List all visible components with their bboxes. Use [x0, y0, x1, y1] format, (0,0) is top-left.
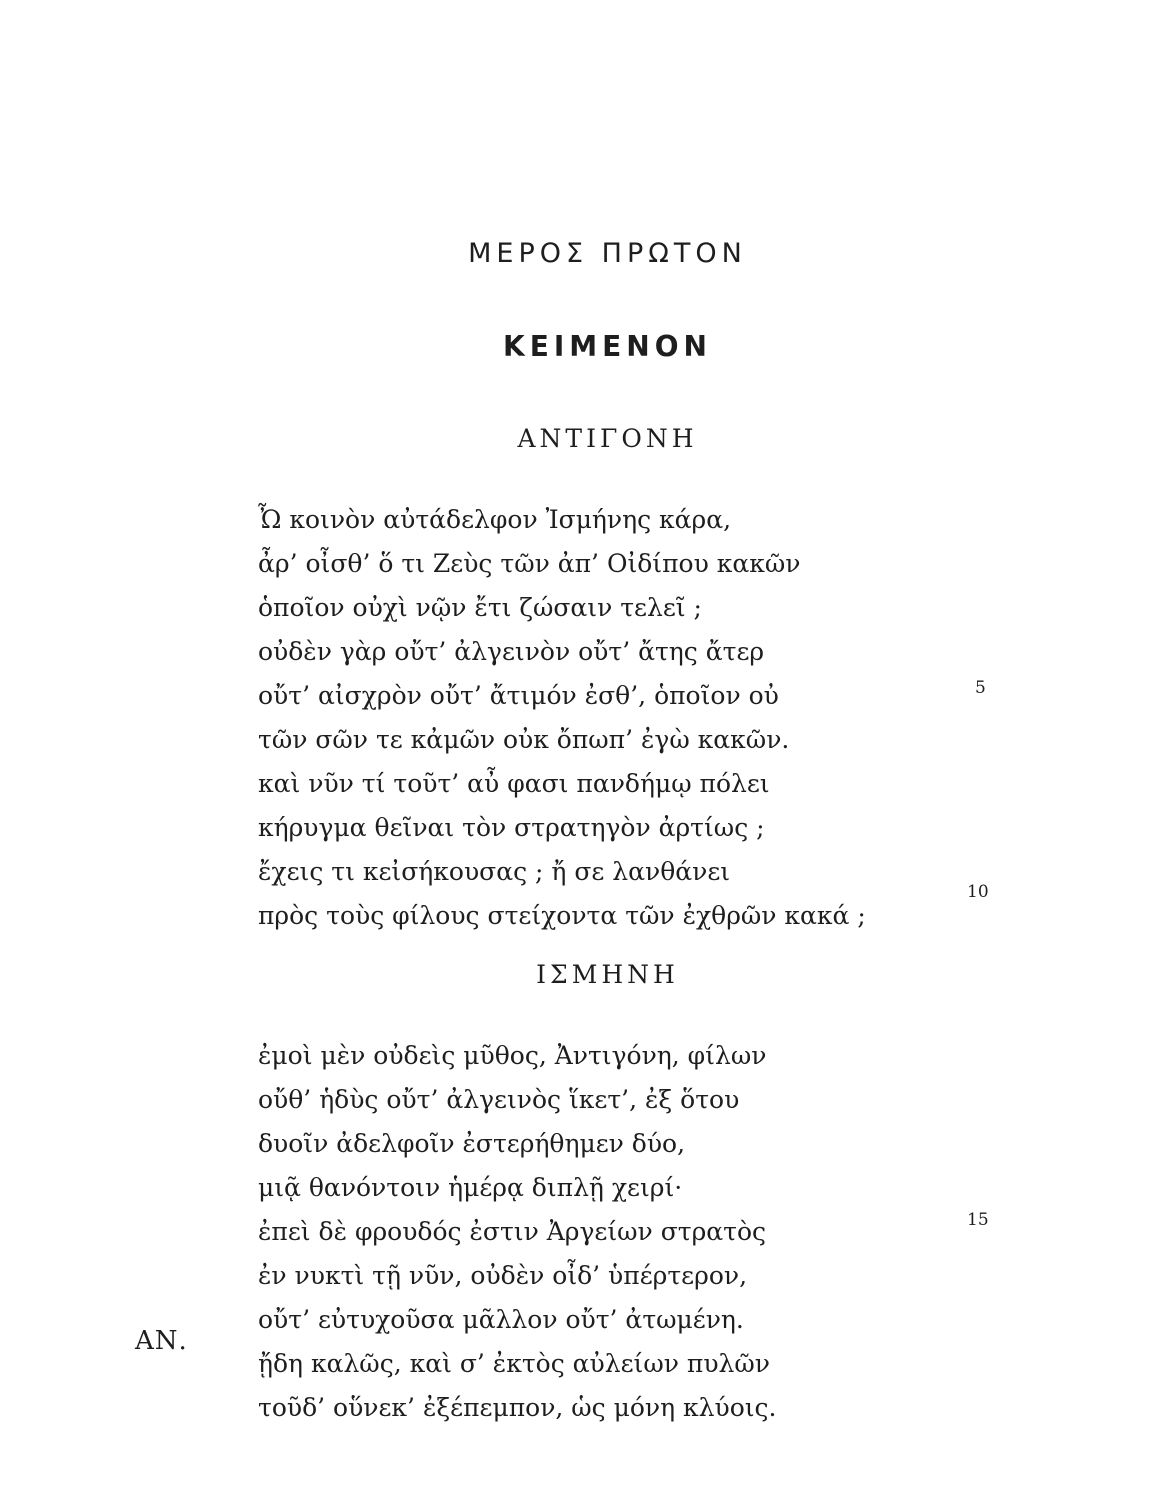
verse-line: μιᾷ θανόντοιν ἡμέρᾳ διπλῇ χειρί·	[258, 1173, 683, 1202]
line-number: 10	[967, 882, 989, 902]
verse-line: ἆρ’ οἶσθ’ ὅ τι Ζεὺς τῶν ἀπ’ Οἰδίπου κακῶν	[258, 549, 801, 578]
verse-line: οὔτ’ αἰσχρὸν οὔτ’ ἄτιμόν ἐσθ’, ὁποῖον οὐ	[258, 681, 779, 710]
line-number: 15	[967, 1210, 989, 1230]
antigone-speech	[258, 498, 958, 938]
speaker-label-antigone: ΑΝ.	[135, 1326, 188, 1356]
verse-line: κήρυγμα θεῖναι τὸν στρατηγὸν ἀρτίως ;	[258, 813, 765, 842]
ismene-speech	[258, 1034, 958, 1430]
section-title: ΚΕΙΜΕΝΟΝ	[503, 330, 712, 363]
verse-line: τοῦδ’ οὕνεκ’ ἐξέπεμπον, ὡς μόνη κλύοις.	[258, 1393, 777, 1422]
verse-line: ἔχεις τι κεἰσήκουσας ; ἤ σε λανθάνει	[258, 857, 731, 886]
verse-line: καὶ νῦν τί τοῦτ’ αὖ φασι πανδήμῳ πόλει	[258, 769, 770, 798]
verse-line: ἐν νυκτὶ τῇ νῦν, οὐδὲν οἶδ’ ὑπέρτερον,	[258, 1261, 748, 1290]
verse-line: ᾔδη καλῶς, καὶ σ’ ἐκτὸς αὐλείων πυλῶν	[258, 1349, 770, 1378]
part-title: ΜΕΡΟΣ ΠΡΩΤΟΝ	[468, 238, 747, 269]
verse-line: δυοῖν ἀδελφοῖν ἐστερήθημεν δύο,	[258, 1129, 686, 1158]
verse-line: ἐμοὶ μὲν οὐδεὶς μῦθος, Ἀντιγόνη, φίλων	[258, 1041, 767, 1070]
line-number: 5	[975, 678, 986, 698]
speaker-heading-antigone: ΑΝΤΙΓΟΝΗ	[517, 424, 698, 453]
verse-line: οὔθ’ ἡδὺς οὔτ’ ἀλγεινὸς ἵκετ’, ἐξ ὅτου	[258, 1085, 740, 1114]
verse-line: τῶν σῶν τε κἀμῶν οὐκ ὄπωπ’ ἐγὼ κακῶν.	[258, 725, 790, 754]
verse-line: ὁποῖον οὐχὶ νῷν ἔτι ζώσαιν τελεῖ ;	[258, 593, 702, 622]
verse-line: πρὸς τοὺς φίλους στείχοντα τῶν ἐχθρῶν κακά ;	[258, 901, 866, 930]
verse-line: οὔτ’ εὐτυχοῦσα μᾶλλον οὔτ’ ἀτωμένη.	[258, 1305, 744, 1334]
verse-line: Ὦ κοινὸν αὐτάδελφον Ἰσμήνης κάρα,	[258, 505, 732, 534]
verse-line: ἐπεὶ δὲ φρουδός ἐστιν Ἀργείων στρατὸς	[258, 1217, 767, 1246]
verse-line: οὐδὲν γὰρ οὔτ’ ἀλγεινὸν οὔτ’ ἄτης ἄτερ	[258, 637, 765, 666]
speaker-heading-ismene: ΙΣΜΗΝΗ	[536, 960, 679, 989]
